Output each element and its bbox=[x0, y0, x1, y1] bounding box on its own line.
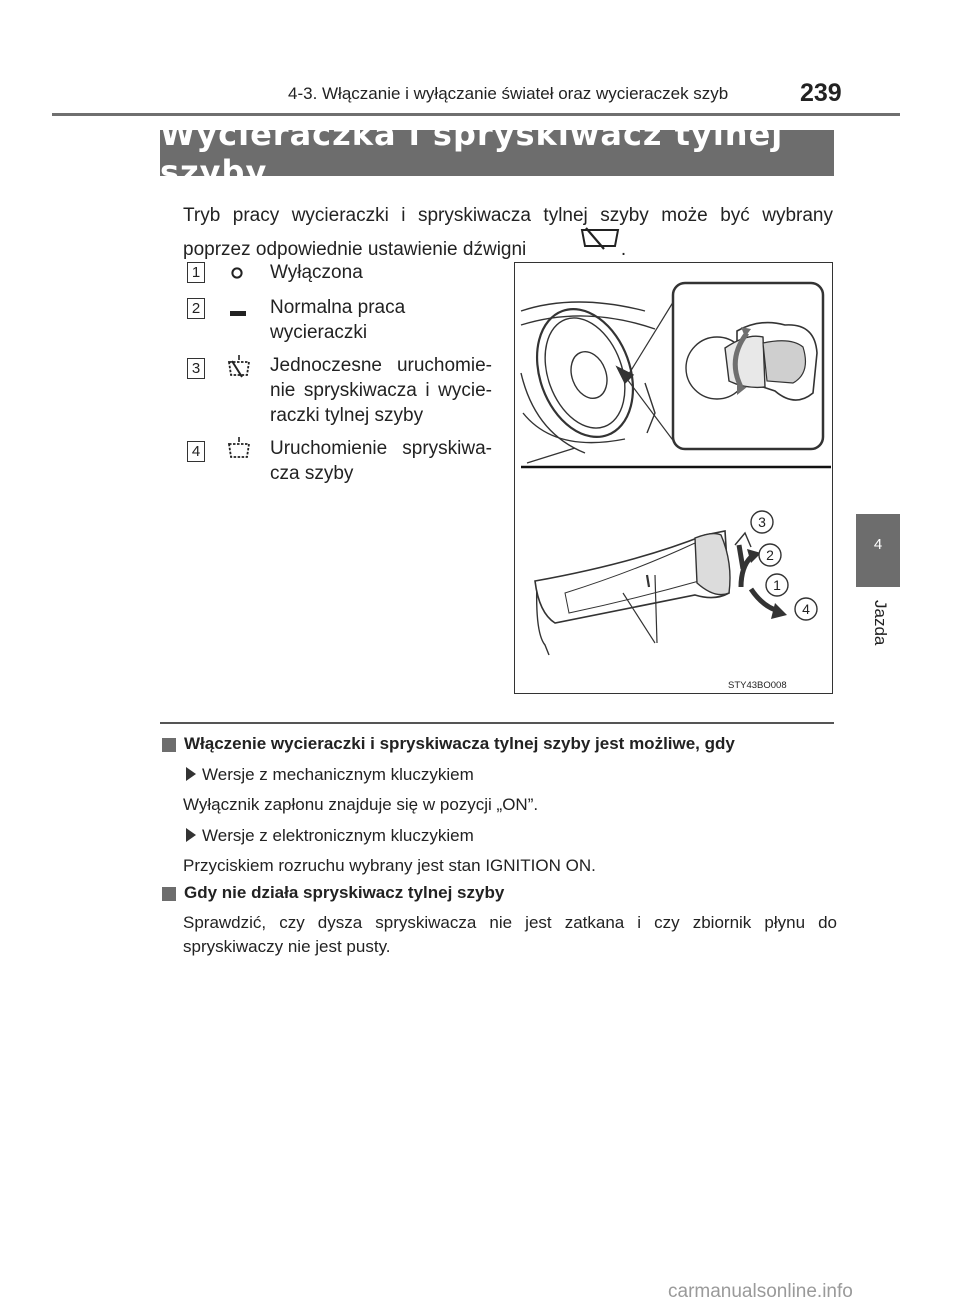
note-sub-text-2: Przyciskiem rozruchu wybrany jest stan IGNITION ON. bbox=[183, 856, 596, 875]
notes-divider bbox=[160, 722, 834, 724]
item-text-1: Wyłączona bbox=[270, 262, 363, 283]
item-number-1: 1 bbox=[187, 262, 205, 283]
item-number-3: 3 bbox=[187, 358, 205, 379]
lever-closeup-inset bbox=[673, 283, 823, 449]
note-sub-label-2: Wersje z elektronicznym kluczykiem bbox=[202, 826, 474, 845]
page-title-text: Wycieraczka i spryskiwacz tylnej szyby bbox=[160, 115, 784, 191]
callout-2: 2 bbox=[766, 547, 774, 563]
watermark-text: carmanualsonline.info bbox=[668, 1281, 853, 1302]
callout-1: 1 bbox=[773, 577, 781, 593]
off-circle-icon bbox=[230, 266, 244, 285]
wiper-washer-icon bbox=[226, 355, 252, 386]
note-sub-text-1: Wyłącznik zapłonu znajduje się w pozycji „ON”. bbox=[183, 795, 539, 814]
intro-text: Tryb pracy wycieraczki i spryskiwacza tylnej szyby może być wybrany poprzez odpowiednie ustawienie dźwigni bbox=[183, 205, 833, 260]
note-paragraph-2: Sprawdzić, czy dysza spryskiwacza nie jest zatkana i czy zbiornik płynu do spryskiwaczy nie jest pusty. bbox=[183, 913, 837, 956]
intro-paragraph bbox=[183, 199, 833, 267]
note-heading-1: Włączenie wycieraczki i spryskiwacza tylnej szyby jest możliwe, gdy bbox=[184, 734, 735, 753]
normal-bar-icon bbox=[230, 305, 246, 323]
page-title bbox=[160, 115, 834, 191]
item-number-4: 4 bbox=[187, 441, 205, 462]
rear-wiper-icon bbox=[578, 224, 622, 259]
wiper-lever-illustration bbox=[514, 262, 833, 694]
chapter-number: 4 bbox=[873, 536, 883, 553]
washer-icon bbox=[226, 437, 252, 468]
callout-4: 4 bbox=[802, 601, 810, 617]
figure-caption: STY43BO008 bbox=[728, 680, 787, 691]
item-text-3: Jednoczesne uruchomie- nie spryskiwacza i wycie- raczki tylnej szyby bbox=[270, 355, 492, 426]
callout-3: 3 bbox=[758, 514, 766, 530]
arrow-right-icon bbox=[186, 828, 196, 842]
item-number-2: 2 bbox=[187, 298, 205, 319]
intro-end: . bbox=[620, 239, 627, 260]
page-number: 239 bbox=[800, 79, 842, 107]
note-bullet-square bbox=[162, 738, 176, 752]
note-sub-label-1: Wersje z mechanicznym kluczykiem bbox=[202, 765, 474, 784]
section-header: 4-3. Włączanie i wyłączanie świateł oraz wycieraczek szyb bbox=[288, 84, 729, 103]
steering-wheel-drawing bbox=[520, 296, 655, 463]
item-text-2: Normalna praca wycieraczki bbox=[270, 297, 406, 343]
note-heading-2: Gdy nie działa spryskiwacz tylnej szyby bbox=[184, 883, 505, 902]
item-text-4: Uruchomienie spryskiwa- cza szyby bbox=[270, 438, 492, 484]
arrow-right-icon bbox=[186, 767, 196, 781]
chapter-label: Jazda bbox=[871, 600, 890, 646]
wiper-stalk-drawing bbox=[535, 531, 787, 655]
note-bullet-square bbox=[162, 887, 176, 901]
